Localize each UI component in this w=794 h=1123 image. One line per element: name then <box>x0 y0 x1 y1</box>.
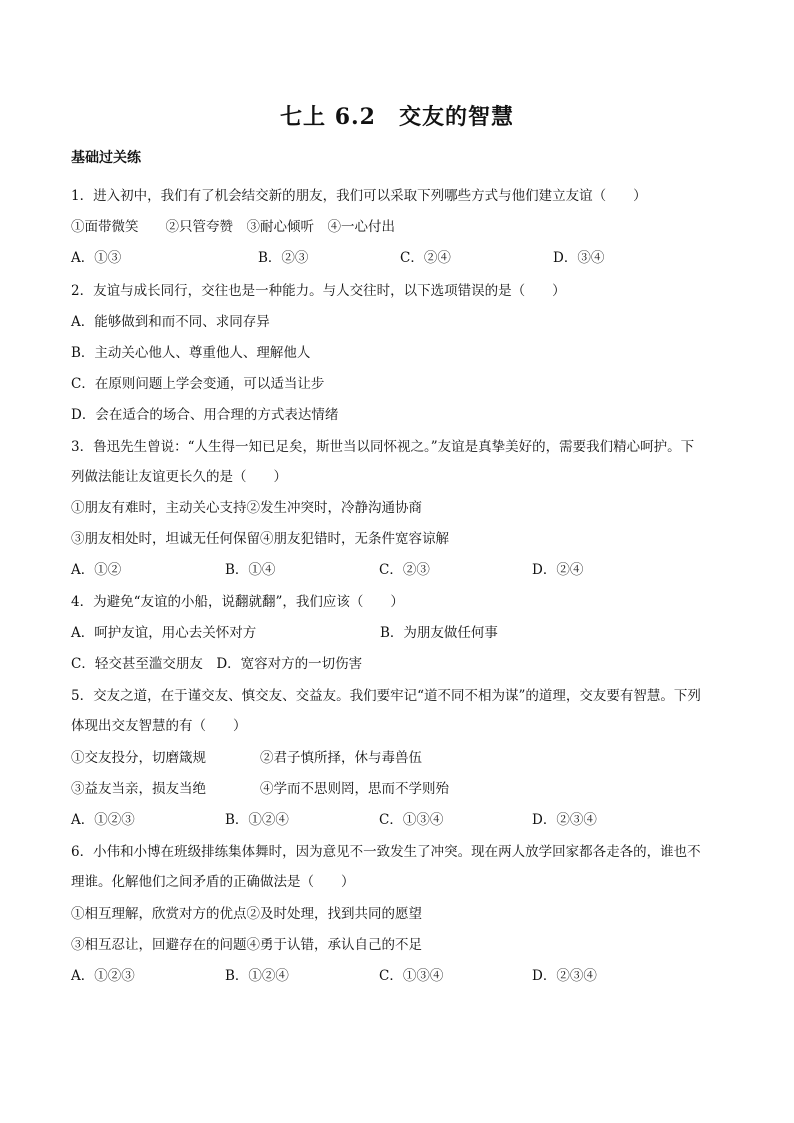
question-4-option-a: A．呵护友谊，用心去关怀对方 <box>71 625 257 641</box>
question-4-option-b: B．为朋友做任何事 <box>380 625 498 641</box>
question-6-items-2: ③相互忍让，回避存在的问题④勇于认错，承认自己的不足 <box>71 937 422 953</box>
question-6-stem: 6．小伟和小博在班级排练集体舞时，因为意见不一致发生了冲突。现在两人放学回家都各走各的，谁也不 <box>71 844 701 860</box>
question-2-stem: 2．友谊与成长同行，交往也是一种能力。与人交往时，以下选项错误的是（ ） <box>71 283 566 299</box>
question-4-stem: 4．为避免“友谊的小船，说翻就翻”，我们应该（ ） <box>71 594 404 610</box>
question-1-option-a: A．①③ <box>71 250 122 266</box>
question-1-option-d: D．③④ <box>553 250 605 266</box>
question-1-items: ①面带微笑 ②只管夸赞 ③耐心倾听 ④一心付出 <box>71 219 395 235</box>
question-3-option-a: A．①② <box>71 562 122 578</box>
question-1-option-b: B．②③ <box>258 250 309 266</box>
question-5-item-4: ④学而不思则罔，思而不学则殆 <box>260 781 449 797</box>
question-3-items-1: ①朋友有难时，主动关心支持②发生冲突时，冷静沟通协商 <box>71 500 422 516</box>
document-title: 七上 6.2 交友的智慧 <box>280 104 514 130</box>
question-2-option-a: A．能够做到和而不同、求同存异 <box>71 314 270 330</box>
question-3-stem: 3．鲁迅先生曾说：“人生得一知已足矣，斯世当以同怀视之。”友谊是真挚美好的，需要我们精心呵护。下 <box>71 439 695 455</box>
question-3-option-c: C．②③ <box>379 562 430 578</box>
question-3-items-2: ③朋友相处时，坦诚无任何保留④朋友犯错时，无条件宽容谅解 <box>71 531 449 547</box>
question-3-option-b: B．①④ <box>225 562 276 578</box>
question-6-option-a: A．①②③ <box>71 968 135 984</box>
question-1-stem: 1．进入初中，我们有了机会结交新的朋友，我们可以采取下列哪些方式与他们建立友谊（ ） <box>71 188 647 204</box>
question-5-option-d: D．②③④ <box>532 812 597 828</box>
question-2-option-c: C．在原则问题上学会变通，可以适当让步 <box>71 376 325 392</box>
question-5-option-b: B．①②④ <box>225 812 289 828</box>
question-6-items-1: ①相互理解，欣赏对方的优点②及时处理，找到共同的愿望 <box>71 906 422 922</box>
question-4-options-cd: C．轻交甚至滥交朋友 D．宽容对方的一切伤害 <box>71 656 363 672</box>
question-6-stem-cont: 理谁。化解他们之间矛盾的正确做法是（ ） <box>71 874 355 890</box>
question-6-option-b: B．①②④ <box>225 968 289 984</box>
question-5-item-2: ②君子慎所择，休与毒兽伍 <box>260 750 422 766</box>
question-2-option-b: B．主动关心他人、尊重他人、理解他人 <box>71 345 311 361</box>
question-5-option-a: A．①②③ <box>71 812 135 828</box>
question-5-stem: 5．交友之道，在于谨交友、慎交友、交益友。我们要牢记“道不同不相为谋”的道理，交友要有智慧。下列 <box>71 688 701 704</box>
question-5-option-c: C．①③④ <box>379 812 444 828</box>
question-1-option-c: C．②④ <box>400 250 451 266</box>
question-5-item-3: ③益友当亲，损友当绝 <box>71 781 206 797</box>
question-6-option-d: D．②③④ <box>532 968 597 984</box>
question-3-stem-cont: 列做法能让友谊更长久的是（ ） <box>71 469 287 485</box>
question-2-option-d: D．会在适合的场合、用合理的方式表达情绪 <box>71 407 339 423</box>
question-5-stem-cont: 体现出交友智慧的有（ ） <box>71 718 247 734</box>
question-5-item-1: ①交友投分，切磨箴规 <box>71 750 206 766</box>
section-heading: 基础过关练 <box>71 150 141 166</box>
question-6-option-c: C．①③④ <box>379 968 444 984</box>
question-3-option-d: D．②④ <box>532 562 584 578</box>
